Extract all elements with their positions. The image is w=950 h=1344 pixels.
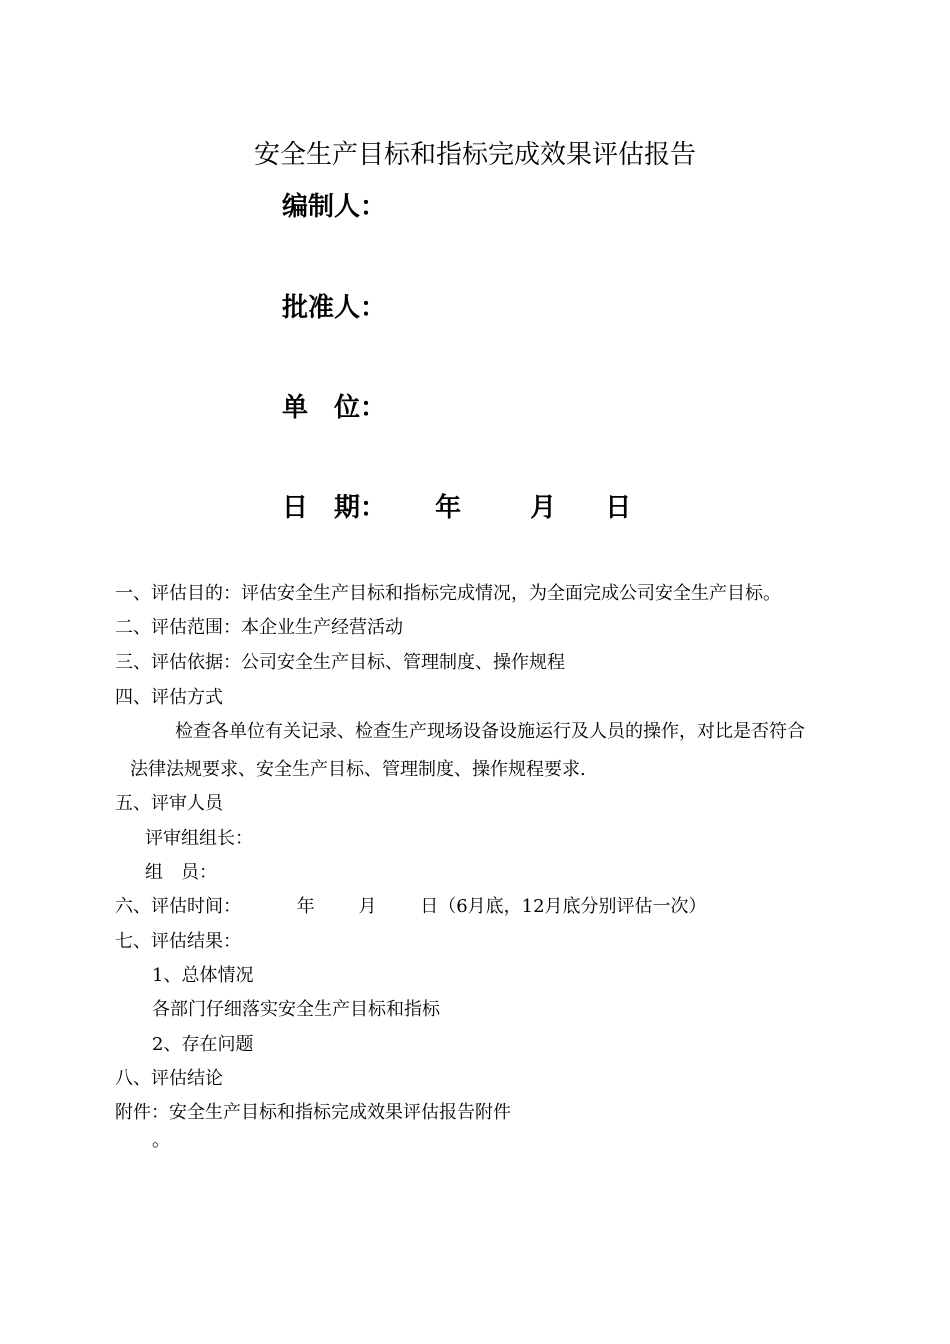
section-5-reviewers-heading: 五、评审人员 bbox=[115, 793, 223, 814]
section-2-scope: 二、评估范围：本企业生产经营活动 bbox=[115, 617, 403, 638]
date-day-label: 日 bbox=[605, 493, 632, 523]
section-4-paragraph-line-2: 法律法规要求、安全生产目标、管理制度、操作规程要求. bbox=[130, 759, 586, 780]
section-4-paragraph-line-1: 检查各单位有关记录、检查生产现场设备设施运行及人员的操作，对比是否符合 bbox=[175, 721, 805, 742]
section-4-method-heading: 四、评估方式 bbox=[115, 687, 223, 708]
date-month-label: 月 bbox=[530, 493, 557, 523]
attachment-line: 附件：安全生产目标和指标完成效果评估报告附件 bbox=[115, 1102, 511, 1123]
section-6-day-note: 日（6月底，12月底分别评估一次） bbox=[420, 896, 707, 917]
section-6-time bbox=[115, 892, 707, 918]
result-1-text: 各部门仔细落实安全生产目标和指标 bbox=[152, 999, 440, 1020]
date-field-label: 日 期： bbox=[282, 493, 387, 523]
section-3-basis: 三、评估依据：公司安全生产目标、管理制度、操作规程 bbox=[115, 652, 565, 673]
result-2-heading: 2、存在问题 bbox=[152, 1034, 254, 1055]
date-field bbox=[282, 487, 631, 524]
section-8-conclusion-heading: 八、评估结论 bbox=[115, 1068, 223, 1089]
approver-field-label: 批准人： bbox=[282, 293, 387, 323]
date-year-label: 年 bbox=[435, 493, 462, 523]
section-7-results-heading: 七、评估结果： bbox=[115, 931, 241, 952]
reviewer-member-label: 组 员： bbox=[145, 862, 217, 883]
unit-field-label: 单 位： bbox=[282, 393, 387, 423]
section-6-label: 六、评估时间： bbox=[115, 896, 241, 917]
section-6-year: 年 bbox=[296, 896, 315, 917]
trailing-period-mark: 。 bbox=[152, 1130, 170, 1151]
reviewer-leader-label: 评审组组长： bbox=[145, 828, 253, 849]
document-title: 安全生产目标和指标完成效果评估报告 bbox=[253, 140, 696, 170]
section-1-purpose: 一、评估目的：评估安全生产目标和指标完成情况，为全面完成公司安全生产目标。 bbox=[115, 583, 781, 604]
section-6-month: 月 bbox=[358, 896, 377, 917]
compiler-field-label: 编制人： bbox=[282, 192, 387, 222]
result-1-heading: 1、总体情况 bbox=[152, 965, 254, 986]
